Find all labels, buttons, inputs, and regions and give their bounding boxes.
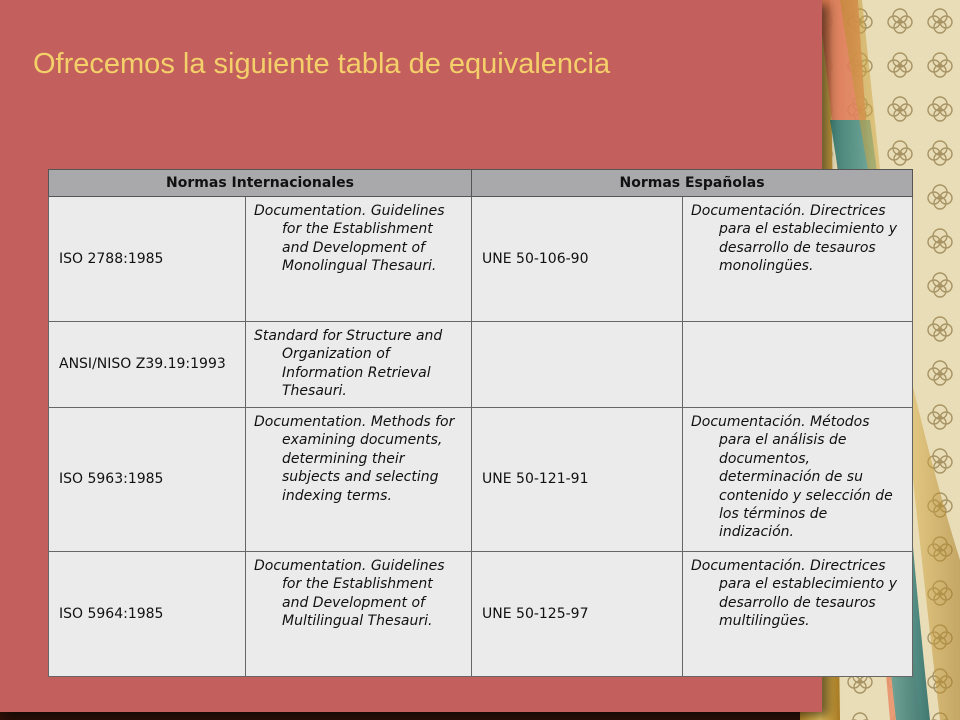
- table-row: [49, 322, 913, 408]
- es-code-cell: UNE 50-106-90: [472, 197, 683, 322]
- es-code-cell: [472, 322, 683, 408]
- slide-title: Ofrecemos la siguiente tabla de equivalencia: [33, 48, 611, 80]
- header-international: Normas Internacionales: [49, 170, 472, 197]
- intl-code-cell: ANSI/NISO Z39.19:1993: [49, 322, 246, 408]
- es-desc-cell: Documentación. Métodos para el análisis de documentos, determinación de su contenido y selección de los términos de indización.: [683, 408, 913, 552]
- table-row: [49, 197, 913, 322]
- intl-code-cell: ISO 2788:1985: [49, 197, 246, 322]
- es-desc-cell: Documentación. Directrices para el establecimiento y desarrollo de tesauros multilingües.: [683, 552, 913, 677]
- es-code-cell: UNE 50-125-97: [472, 552, 683, 677]
- intl-code-cell: ISO 5964:1985: [49, 552, 246, 677]
- table-row: [49, 408, 913, 552]
- es-desc-cell: Documentación. Directrices para el establecimiento y desarrollo de tesauros monolingües.: [683, 197, 913, 322]
- intl-desc-cell: Documentation. Guidelines for the Establishment and Development of Monolingual Thesauri.: [246, 197, 472, 322]
- intl-code-cell: ISO 5963:1985: [49, 408, 246, 552]
- table-row: [49, 552, 913, 677]
- equivalence-table: [48, 169, 913, 677]
- header-spanish: Normas Españolas: [472, 170, 913, 197]
- intl-desc-cell: Documentation. Methods for examining documents, determining their subjects and selecting indexing terms.: [246, 408, 472, 552]
- header-row: [49, 170, 913, 197]
- intl-desc-cell: Documentation. Guidelines for the Establishment and Development of Multilingual Thesauri.: [246, 552, 472, 677]
- intl-desc-cell: Standard for Structure and Organization of Information Retrieval Thesauri.: [246, 322, 472, 408]
- es-desc-cell: [683, 322, 913, 408]
- es-code-cell: UNE 50-121-91: [472, 408, 683, 552]
